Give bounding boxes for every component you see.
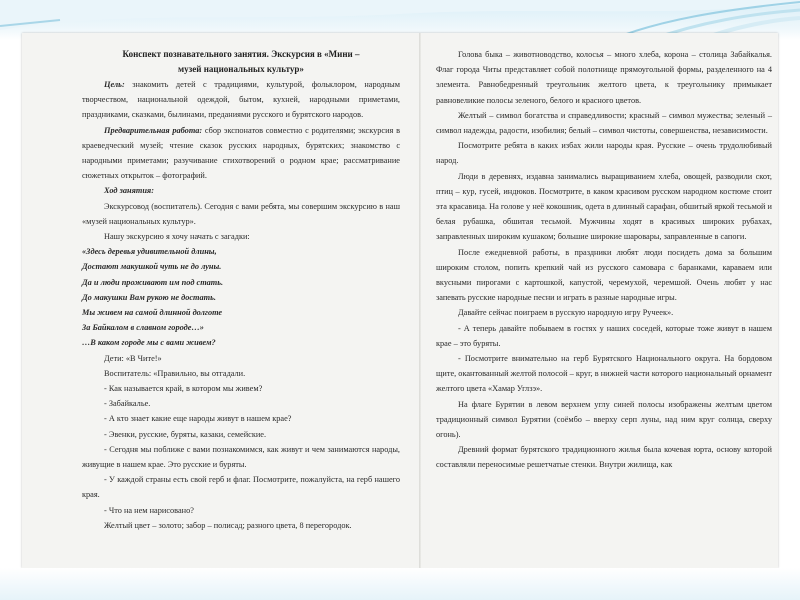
body-paragraph: - А теперь давайте побываем в гостях у наших соседей, которые тоже живут в нашем крае – это буряты. bbox=[436, 323, 772, 348]
prep-paragraph bbox=[82, 123, 400, 184]
dialog-line: Желтый цвет – золото; забор – полисад; разного цвета, 8 перегородок. bbox=[104, 520, 352, 530]
goal-label: Цель: bbox=[104, 80, 125, 89]
document-title-line-1: Конспект познавательного занятия. Экскурсия в «Мини – bbox=[122, 49, 360, 59]
page-fold bbox=[419, 33, 421, 568]
intro-paragraph-2: Нашу экскурсию я хочу начать с загадки: bbox=[104, 232, 250, 242]
riddle-line: Да и люди проживают им под стать. bbox=[82, 277, 224, 287]
riddle-line: За Байкалом в славном городе…» bbox=[82, 323, 204, 333]
body-paragraph: Посмотрите ребята в каких избах жили народы края. Русские – очень трудолюбивый народ. bbox=[436, 141, 772, 166]
body-paragraph: После ежедневной работы, в праздники любят люди посидеть дома за большим широким столом, попить крепкий чай из русского самовара с баранками, караваем или вкусными пирогами с картошкой, капустой, черемухой, черемшой. Очень любят у нас запевать русские народные песни и играть в разные народные игры. bbox=[436, 247, 772, 303]
dialog-line: - У каждой страны есть свой герб и флаг. Посмотрите, пожалуйста, на герб нашего края. bbox=[82, 475, 400, 500]
prep-label: Предварительная работа: bbox=[104, 125, 203, 135]
dialog-line: Воспитатель: «Правильно, вы отгадали. bbox=[104, 368, 246, 378]
prep-text: сбор экспонатов совместно с родителями; экскурсия в краеведческий музей; чтение сказок русских народных, бурятских; знакомство с народными приметами; разучивание стихотворений о родном крае; рассматривание сюжетных открыток – фотографий. bbox=[82, 125, 400, 181]
dialog-line: Дети: «В Чите!» bbox=[104, 353, 162, 363]
riddle-line: «Здесь деревья удивительной длины, bbox=[82, 247, 217, 257]
riddle-line: Достают макушкой чуть не до луны. bbox=[82, 262, 222, 272]
dialog-line: - Сегодня мы поближе с вами познакомимся, как живут и чем занимаются народы, живущие в нашем крае. Это русские и буряты. bbox=[82, 444, 400, 470]
intro-paragraph-1: Экскурсовод (воспитатель). Сегодня с вами ребята, мы совершим экскурсию в наш «музей национальных культур». bbox=[82, 201, 400, 226]
course-label: Ход занятия: bbox=[104, 186, 154, 196]
dialog-line: - Забайкалье. bbox=[104, 399, 151, 409]
dialog-line: - А кто знает какие еще народы живут в нашем крае? bbox=[104, 414, 292, 424]
body-paragraph: Давайте сейчас поиграем в русскую народную игру Ручеек». bbox=[458, 308, 674, 318]
dialog-line: - Эвенки, русские, буряты, казаки, семейские. bbox=[104, 429, 267, 439]
body-paragraph: На флаге Бурятии в левом верхнем углу синей полосы изображены желтым цветом традиционный символ Бурятии (соёмбо – вверху серп луны, над ним круг солнца, сверху огонь). bbox=[436, 399, 772, 440]
dialog-line: - Что на нем нарисовано? bbox=[104, 505, 194, 515]
riddle-line: …В каком городе мы с вами живем? bbox=[82, 338, 216, 348]
dialog-line: - Как называется край, в котором мы живем? bbox=[104, 384, 263, 394]
scanned-document bbox=[22, 33, 778, 568]
body-paragraph: Голова быка – животноводство, колосья – много хлеба, корона – столица Забайкалья. Флаг города Читы представляет собой полотнище прямоугольной формы, разделенного на 4 элемента. Равнобедренный треугольник желтого цвета, к треугольнику примыкает равновеликие полосы зеленого, белого и красного цветов. bbox=[436, 50, 772, 105]
riddle-line: Мы живем на самой длинной долготе bbox=[82, 308, 223, 318]
document-title-line-2: музей национальных культур» bbox=[178, 64, 304, 74]
slide-footer-decoration bbox=[0, 568, 800, 600]
goal-paragraph bbox=[82, 77, 400, 123]
body-paragraph: Желтый – символ богатства и справедливости; красный – символ мужества; зеленый – символ надежды, радости, изобилия; белый – символ чистоты, совершенства, независимости. bbox=[436, 110, 772, 136]
body-paragraph: Люди в деревнях, издавна занимались выращиванием хлеба, овощей, разводили скот, птиц – кур, гусей, индюков. Посмотрите, в каком красивом русском народном костюме стоит эта красавица. На голове у неё кокошник, одета в длинный сарафан, обшитый яркой тесьмой и белая рубашка, обшитая тесьмой. Мужчины ходят в красивых широких рубахах, заправленных широким кушаком; большие широкие шаровары, заправленные в сапоги. bbox=[436, 171, 772, 242]
body-paragraph: Древний формат бурятского традиционного жилья была кочевая юрта, основу которой составляли переносимые решетчатые стенки. Внутри жилища, как bbox=[436, 445, 772, 470]
right-page bbox=[436, 47, 772, 473]
goal-text: знакомить детей с традициями, культурой, фольклором, народным творчеством, национальной одеждой, бытом, кухней, народными приметами, праздниками, сказками, былинами, преданиями русского и бурятского народов. bbox=[82, 80, 400, 120]
body-paragraph: - Посмотрите внимательно на герб Бурятского Национального округа. На бордовом щите, окантованный желтой полосой – круг, в нижней части которого национальный орнамент желтого цвета «Хамар Углзэ». bbox=[436, 354, 772, 394]
riddle-line: До макушки Вам рукою не достать. bbox=[82, 292, 216, 302]
left-page bbox=[82, 47, 400, 533]
